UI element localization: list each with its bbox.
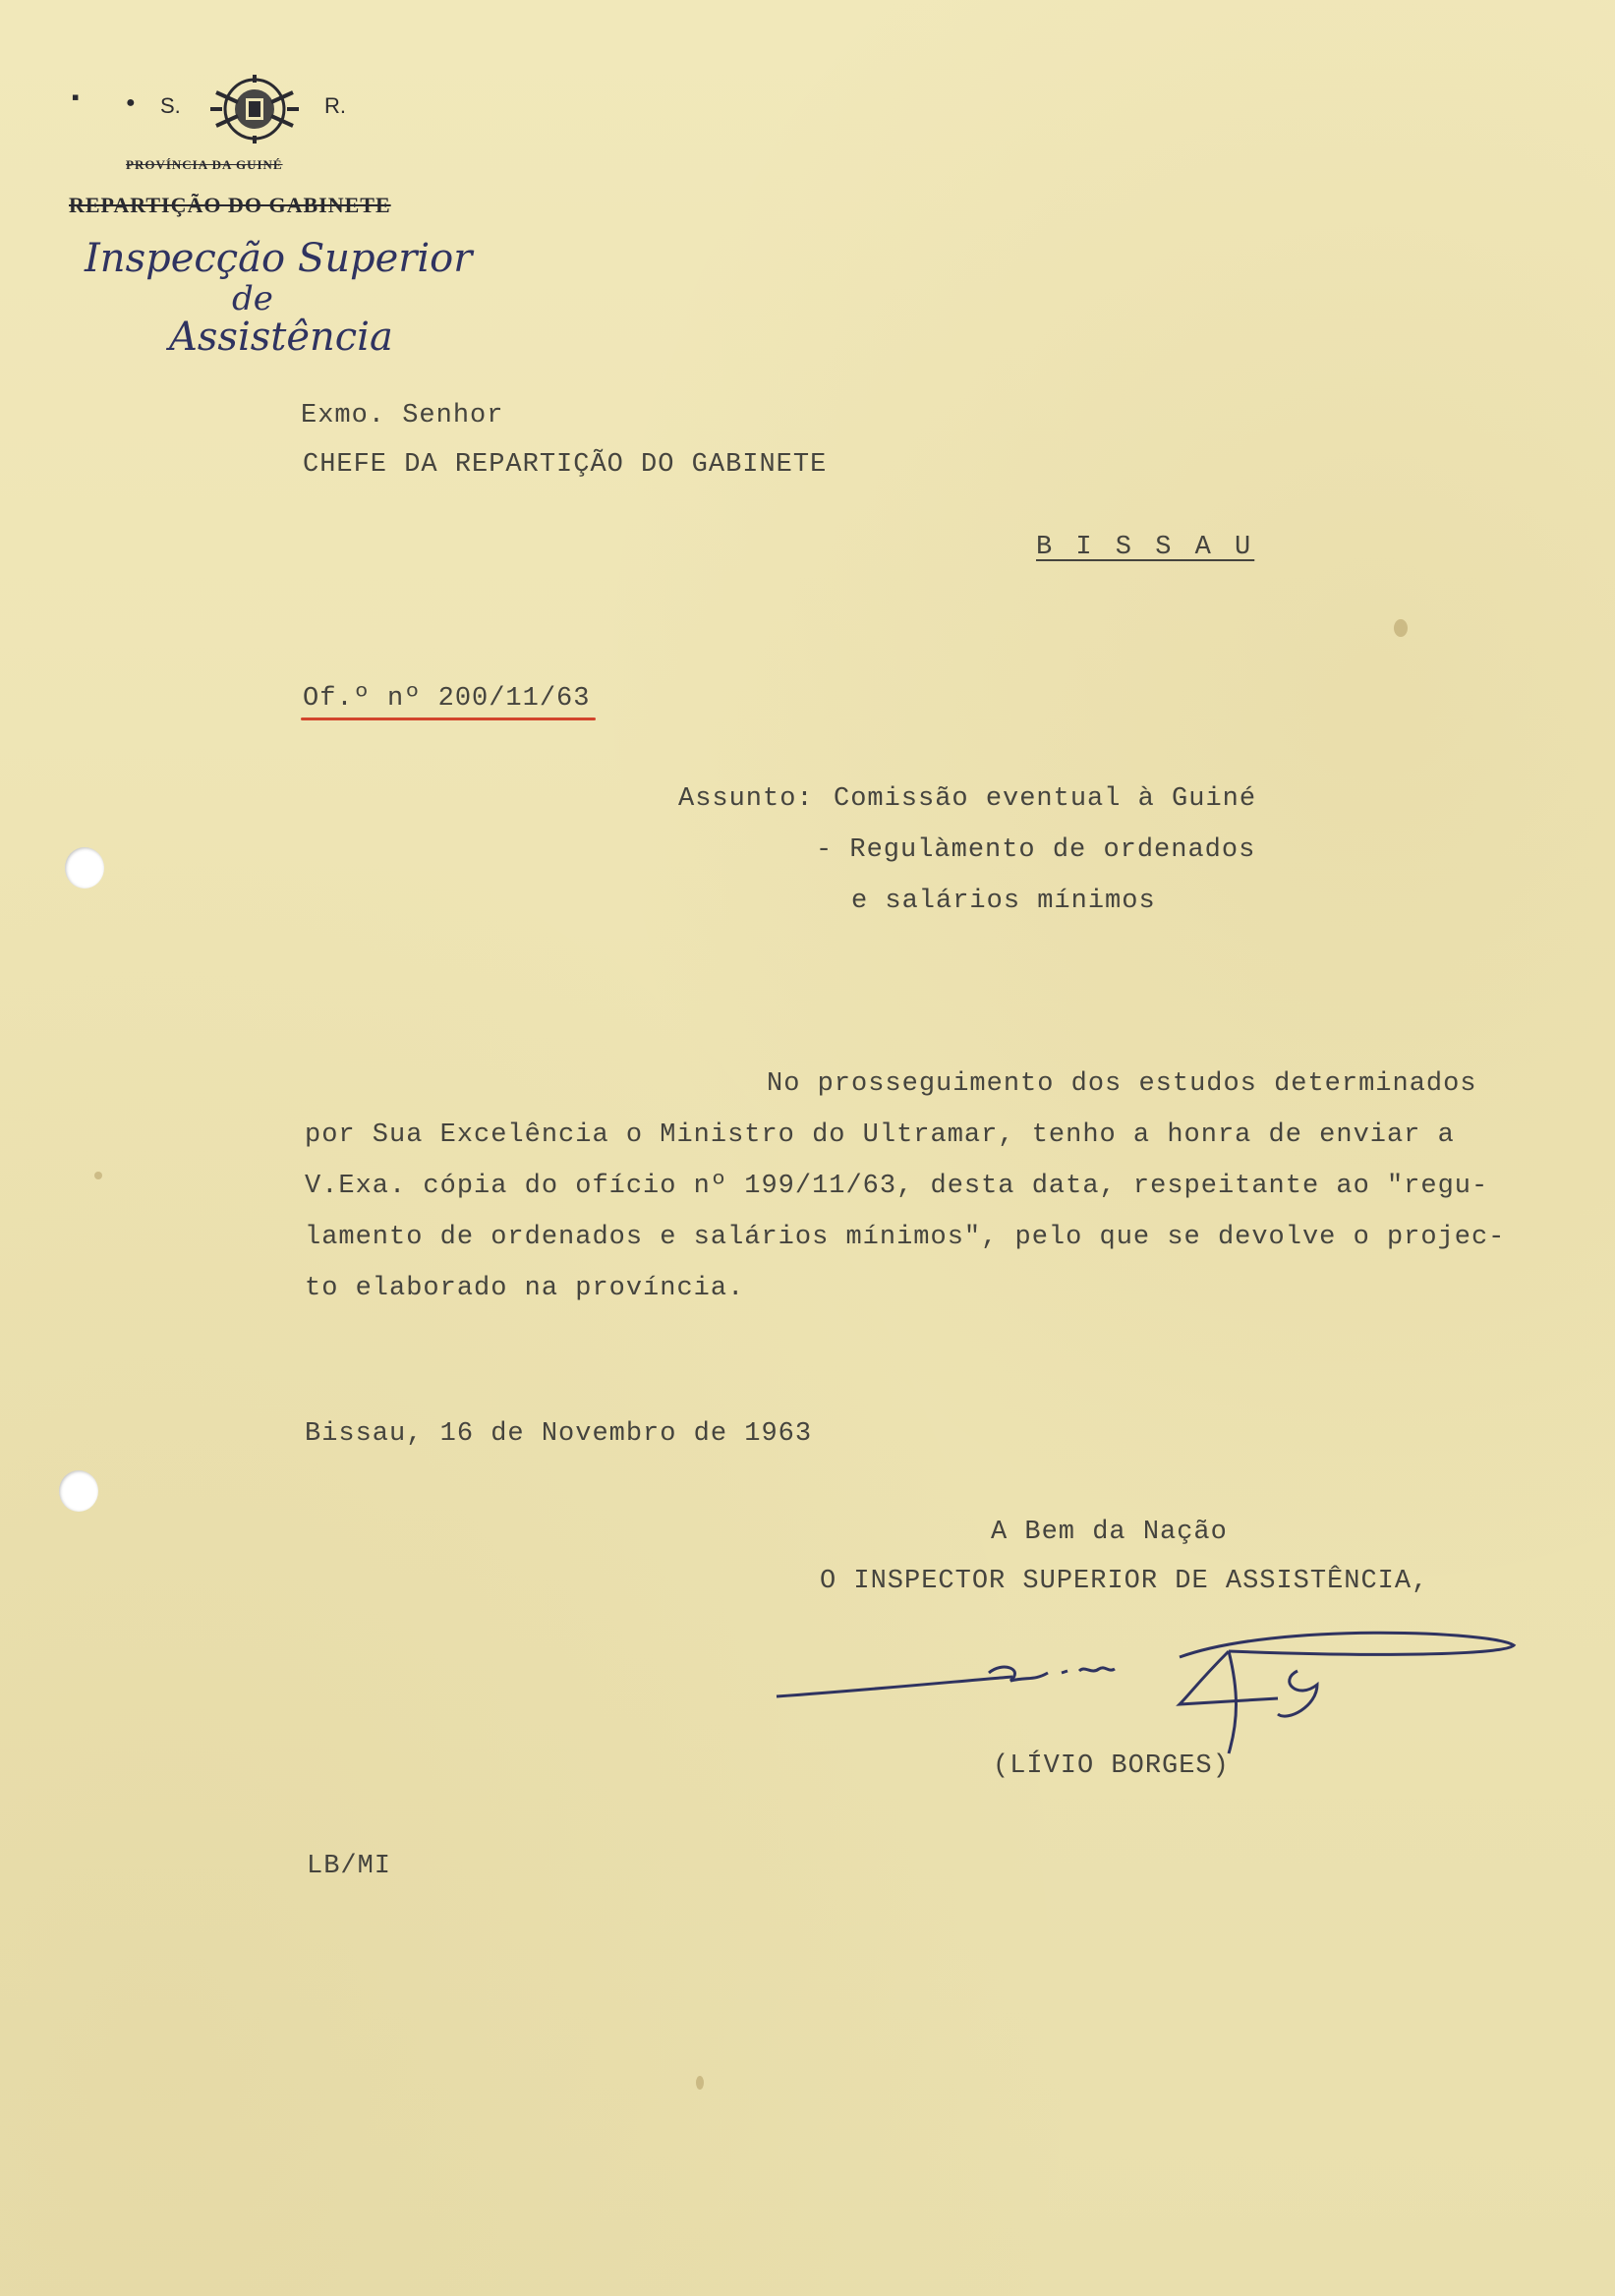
handwritten-signature — [767, 1612, 1524, 1759]
coat-of-arms-emblem — [208, 73, 301, 145]
subject-line-3: e salários mínimos — [851, 887, 1156, 916]
body-line-5: to elaborado na província. — [305, 1274, 745, 1303]
handwritten-line-3: Assistência — [169, 315, 393, 360]
body-line-2: por Sua Excelência o Ministro do Ultramar, tenho a honra de enviar a — [305, 1120, 1455, 1150]
red-pencil-underline — [301, 718, 596, 720]
letterhead-r: R. — [324, 93, 346, 118]
body-line-4: lamento de ordenados e salários mínimos", pelo que se devolve o projec- — [305, 1223, 1506, 1252]
signatory-title: O INSPECTOR SUPERIOR DE ASSISTÊNCIA, — [820, 1567, 1429, 1596]
province-line: PROVÍNCIA DA GUINÉ — [126, 157, 283, 172]
subject-label: Assunto: — [678, 784, 814, 814]
typist-initials: LB/MI — [307, 1852, 392, 1881]
ink-mark: ● — [126, 94, 136, 112]
salutation: Exmo. Senhor — [301, 401, 504, 430]
subject-line-2: - Regulàmento de ordenados — [816, 835, 1256, 865]
recipient-title: CHEFE DA REPARTIÇÃO DO GABINETE — [303, 450, 828, 480]
body-line-1: No prosseguimento dos estudos determinados — [767, 1069, 1477, 1099]
stain — [94, 1172, 102, 1179]
handwritten-line-1: Inspecção Superior — [85, 236, 473, 281]
handwritten-line-2: de — [232, 279, 273, 318]
body-line-3: V.Exa. cópia do ofício nº 199/11/63, desta data, respeitante ao "regu- — [305, 1172, 1489, 1201]
punch-hole-top — [65, 847, 104, 889]
date-line: Bissau, 16 de Novembro de 1963 — [305, 1419, 813, 1449]
subject-line-1: Comissão eventual à Guiné — [834, 784, 1257, 814]
signatory-name: (LÍVIO BORGES) — [993, 1751, 1230, 1781]
department-line: REPARTIÇÃO DO GABINETE — [69, 193, 391, 217]
ink-mark: ▪ — [69, 86, 83, 111]
punch-hole-bottom — [59, 1470, 98, 1512]
stain — [1394, 619, 1408, 637]
reference-number: Of.º nº 200/11/63 — [303, 684, 591, 714]
stain — [696, 2076, 704, 2090]
closing-motto: A Bem da Nação — [991, 1518, 1228, 1547]
recipient-city: B I S S A U — [1036, 533, 1255, 562]
letterhead-s: S. — [160, 93, 181, 118]
